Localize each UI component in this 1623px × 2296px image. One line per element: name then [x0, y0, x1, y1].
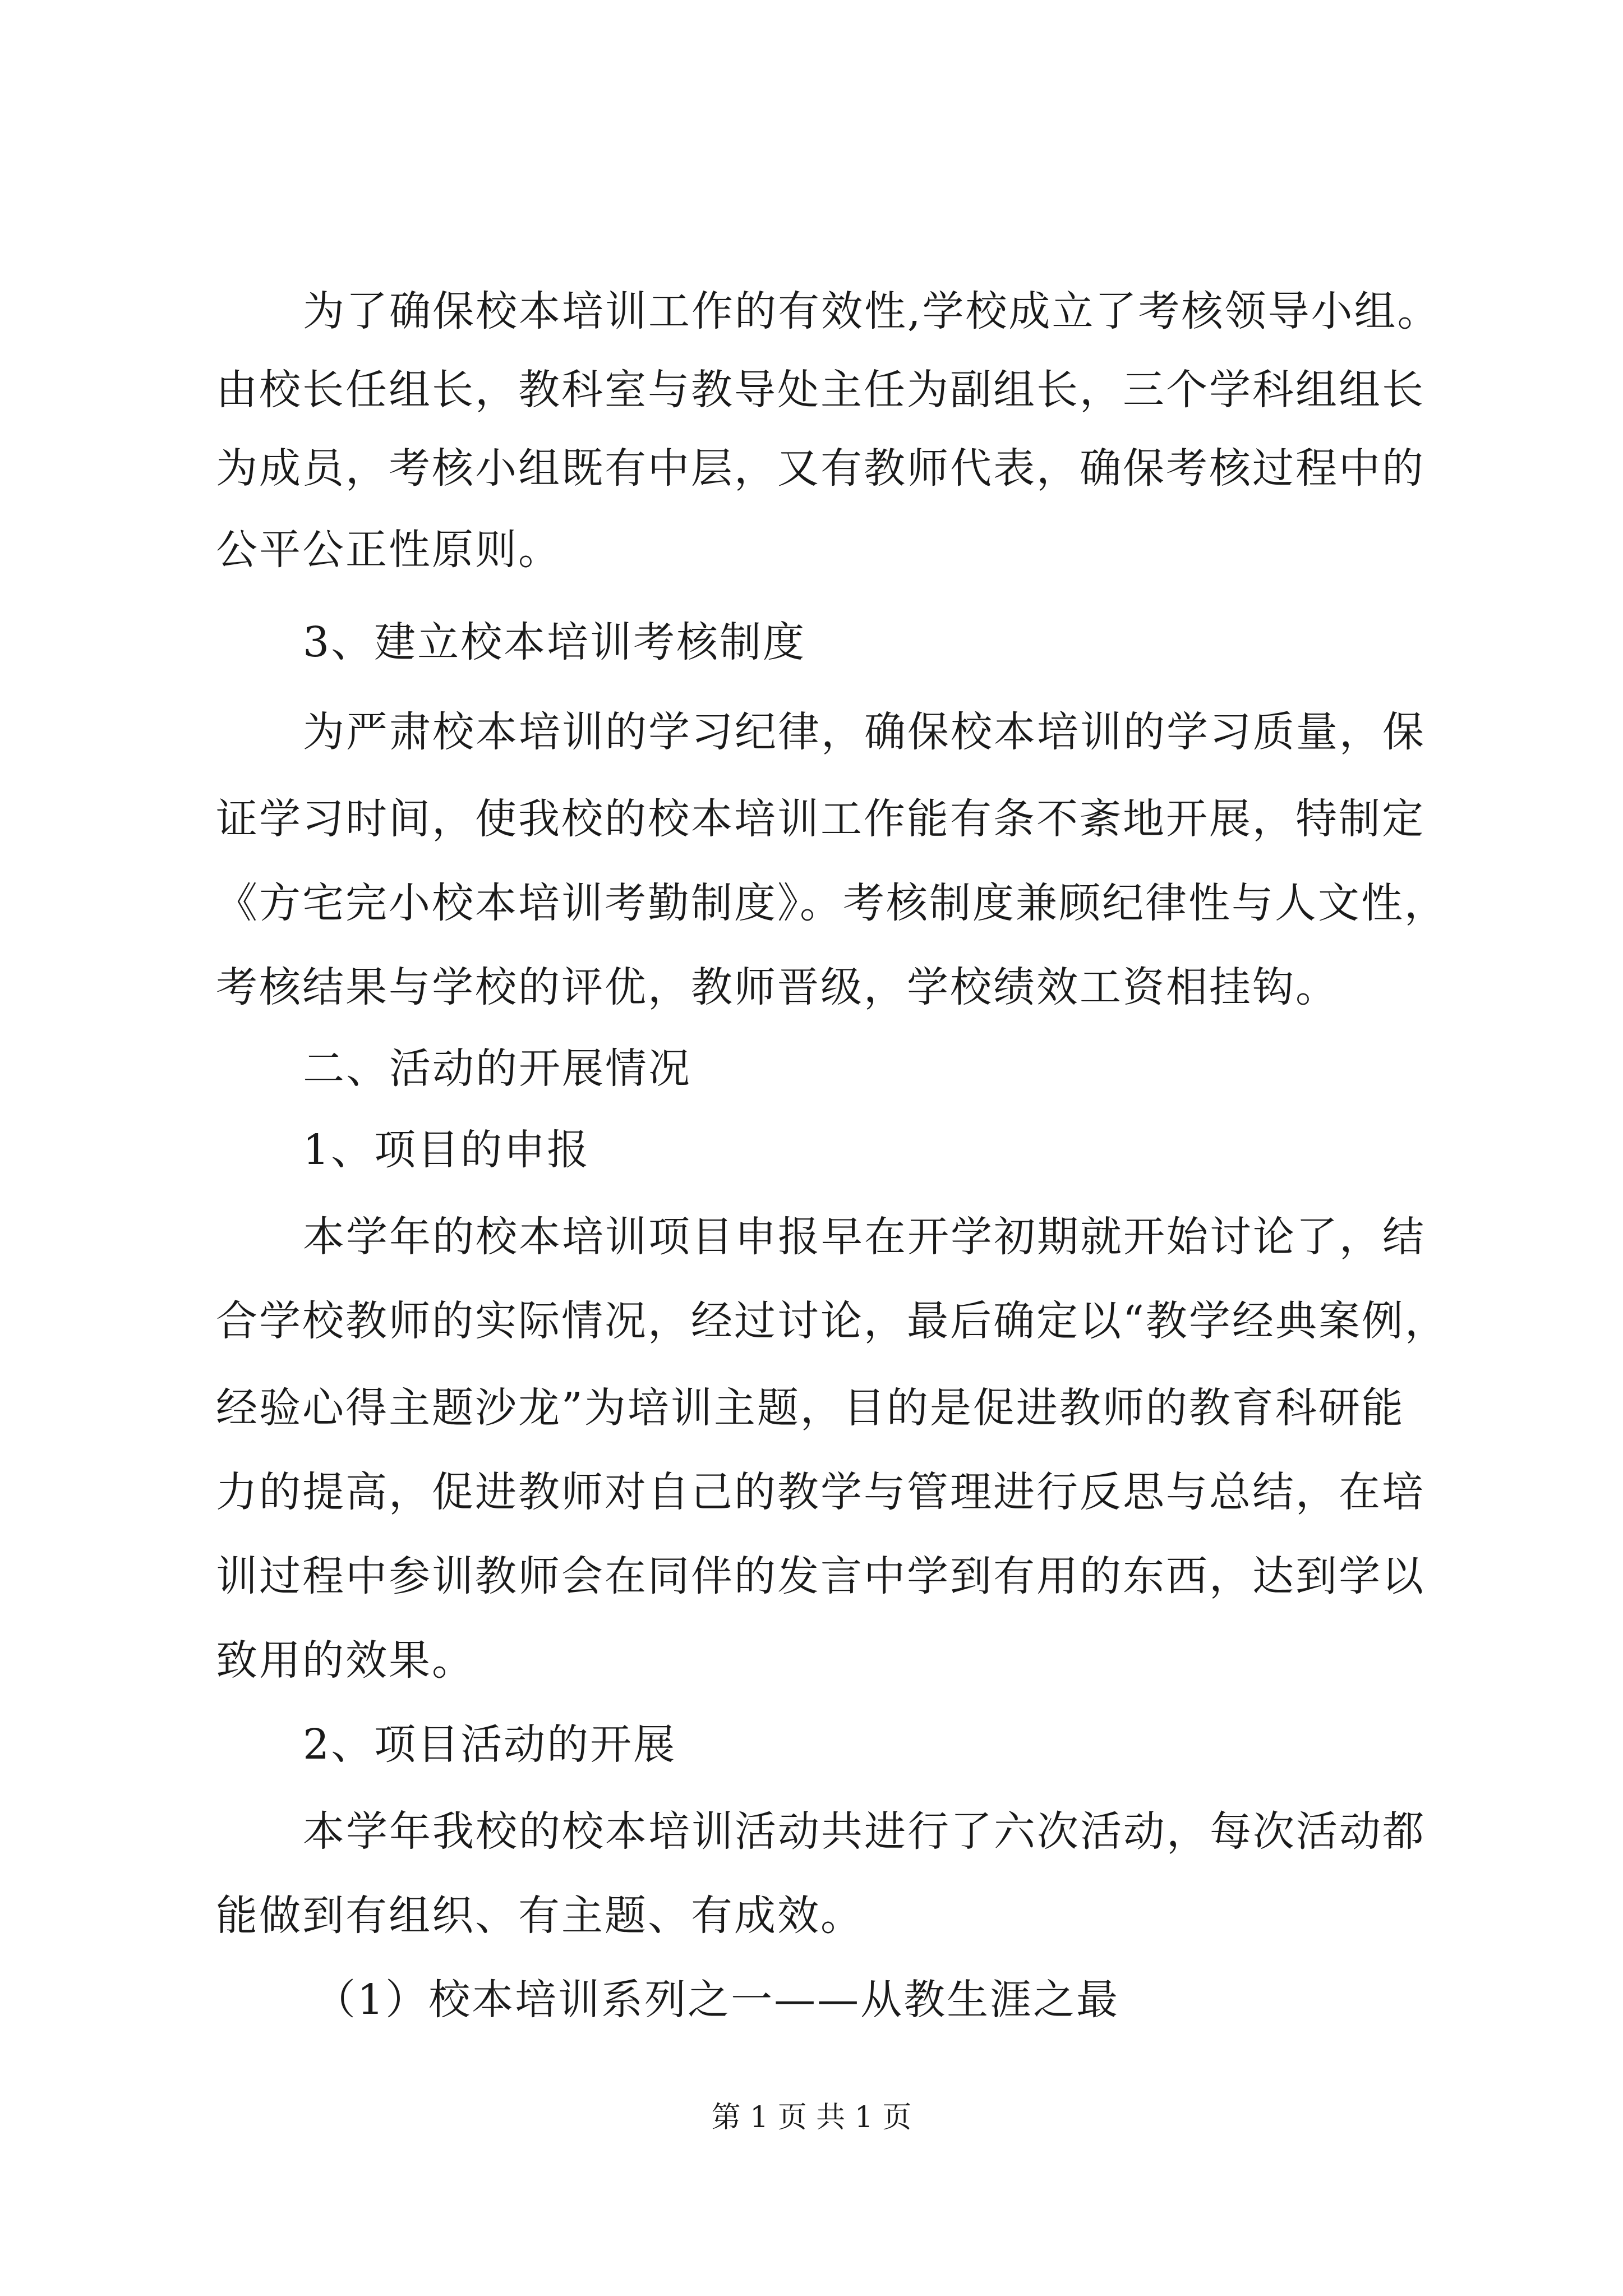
section-heading: 2、项目活动的开展	[303, 1720, 677, 1769]
paragraph-line: 为严肃校本培训的学习纪律，确保校本培训的学习质量，保	[303, 708, 1426, 756]
section-heading: 二、活动的开展情况	[303, 1045, 691, 1093]
paragraph-line: 本学年的校本培训项目申报早在开学初期就开始讨论了，结	[303, 1213, 1426, 1261]
paragraph-line: 考核结果与学校的评优，教师晋级，学校绩效工资相挂钩。	[216, 963, 1339, 1011]
paragraph-line: 训过程中参训教师会在同伴的发言中学到有用的东西，达到学以	[216, 1552, 1425, 1600]
paragraph-line: 为成员，考核小组既有中层，又有教师代表，确保考核过程中的	[216, 444, 1425, 493]
paragraph-line: 能做到有组织、有主题、有成效。	[216, 1892, 864, 1940]
paragraph-line: 证学习时间，使我校的校本培训工作能有条不紊地开展，特制定	[216, 795, 1425, 843]
page-footer: 第 1 页 共 1 页	[711, 2101, 912, 2134]
subsection-heading: （1）校本培训系列之一——从教生涯之最	[314, 1976, 1120, 2024]
paragraph-line: 《方宅完小校本培训考勤制度》。考核制度兼顾纪律性与人文性，	[216, 879, 1447, 927]
section-heading: 1、项目的申报	[303, 1126, 591, 1174]
paragraph-line: 力的提高，促进教师对自己的教学与管理进行反思与总结，在培	[216, 1468, 1425, 1516]
paragraph-line: 公平公正性原则。	[216, 526, 561, 574]
section-heading: 3、建立校本培训考核制度	[303, 618, 806, 666]
paragraph-line: 本学年我校的校本培训活动共进行了六次活动，每次活动都	[303, 1807, 1426, 1856]
paragraph-line: 致用的效果。	[216, 1636, 475, 1685]
paragraph-line: 由校长任组长，教科室与教导处主任为副组长，三个学科组组长	[216, 366, 1425, 414]
paragraph-line: 经验心得主题沙龙”为培训主题，目的是促进教师的教育科研能	[216, 1384, 1405, 1432]
paragraph-line: 为了确保校本培训工作的有效性,学校成立了考核领导小组。	[303, 287, 1441, 335]
paragraph-line: 合学校教师的实际情况，经过讨论，最后确定以“教学经典案例，	[216, 1297, 1448, 1345]
